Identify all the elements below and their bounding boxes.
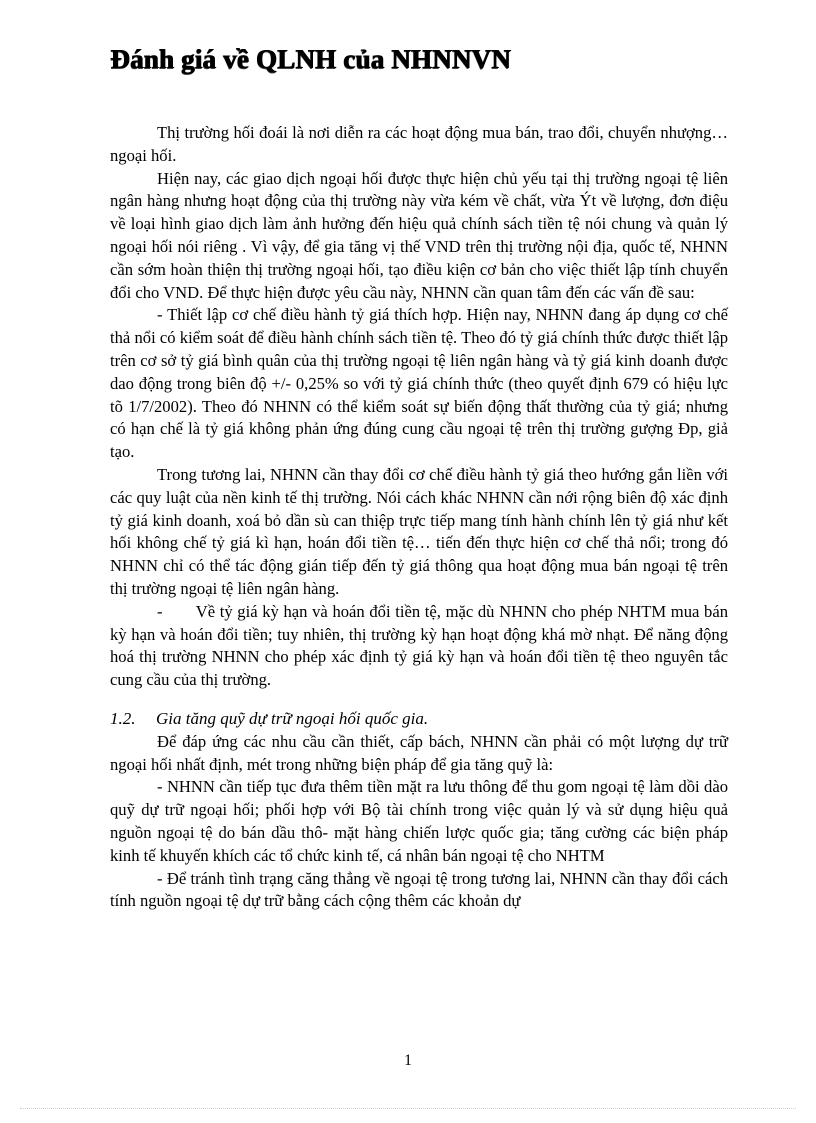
paragraph: - Để tránh tình trạng căng thẳng về ngoại tệ trong tương lai, NHNN cần thay đổi cách tính nguồn ngoại tệ dự trữ bằng cách cộng thêm các khoản dự [110, 868, 728, 911]
page-number: 1 [404, 1052, 412, 1069]
paragraph: - NHNN cần tiếp tục đưa thêm tiền mặt ra lưu thông để thu gom ngoại tệ làm dồi dào quỹ dự trữ ngoại hối; phối hợp với Bộ tài chính trong việc quản lý và sử dụng hiệu quả nguồn ngoại tệ do bán dầu thô- mặt hàng chiến lược quốc gia; tăng cường các biện pháp kinh tế khuyến khích các tổ chức kinh tế, cá nhân bán ngoại tệ cho NHTM [110, 777, 728, 865]
paragraph: - Về tỷ giá kỳ hạn và hoán đổi tiền tệ, mặc dù NHNN cho phép NHTM mua bán kỳ hạn và hoán đổi tiền; tuy nhiên, thị trường kỳ hạn hoạt động khá mờ nhạt. Để năng động hoá thị trường NHNN cho phép xác định tỷ giá kỳ hạn và hoán đổi tiền tệ theo nguyên tắc cung cầu của thị trường. [110, 601, 728, 690]
section-heading [110, 708, 728, 731]
document-body [110, 122, 728, 913]
paragraph: Trong tương lai, NHNN cần thay đổi cơ chế điều hành tỷ giá theo hướng gắn liền với các quy luật của nền kinh tế thị trường. Nói cách khác NHNN cần nới rộng biên độ xác định tỷ giá kinh doanh, xoá bỏ dần sù can thiệp trực tiếp mang tính hành chính lên tỷ giá như kết hối không chế tỷ giá kì hạn, hoán đổi tiền tệ… tiến đến thực hiện cơ chế thả nổi; trong đó NHNN chỉ có thể tác động gián tiếp đến tỷ giá thông qua hoạt động mua bán ngoại tệ trên thị trường ngoại tệ liên ngân hàng. [110, 464, 728, 598]
paragraph: - Thiết lập cơ chế điều hành tỷ giá thích hợp. Hiện nay, NHNN đang áp dụng cơ chế thả nổi có kiểm soát để điều hành chính sách tiền tệ. Theo đó tỷ giá chính thức được thiết lập trên cơ sở tỷ giá bình quân của thị trường ngoại tệ liên ngân hàng và tỷ giá kinh doanh được dao động trong biên độ +/- 0,25% so với tỷ giá chính thức (theo quyết định 679 có hiệu lực tõ 1/7/2002). Theo đó NHNN có thể kiểm soát sự biến động thất thường của tỷ giá; nhưng có hạn chế là tỷ giá không phản ứng đúng cung cầu ngoại tệ trên thị trường gượng Ðp, giả tạo. [110, 305, 728, 462]
paragraph: Thị trường hối đoái là nơi diễn ra các hoạt động mua bán, trao đổi, chuyển nhượng… ngoại hối. [110, 123, 728, 165]
section-title: Gia tăng quỹ dự trữ ngoại hối quốc gia. [156, 708, 429, 728]
section-number: 1.2. [110, 708, 136, 728]
paragraph: Hiện nay, các giao dịch ngoại hối được thực hiện chủ yếu tại thị trường ngoại tệ liên ngân hàng nhưng hoạt động của thị trường này vừa kém về chất, vừa Ýt về lượng, đơn điệu về loại hình giao dịch làm ảnh hưởng đến hiệu quả chính sách tiền tệ nói chung và quản lý ngoại hối nói riêng . Vì vậy, để gia tăng vị thế VND trên thị trường nội địa, quốc tế, NHNN cần sớm hoàn thiện thị trường ngoại hối, tạo điều kiện cơ bản cho việc thiết lập tính chuyển đổi cho VND. Để thực hiện được yêu cầu này, NHNN cần quan tâm đến các vấn đề sau: [110, 168, 728, 302]
paragraph: Để đáp ứng các nhu cầu cần thiết, cấp bách, NHNN cần phải có một lượng dự trữ ngoại hối nhất định, mét trong những biện pháp để gia tăng quỹ là: [110, 731, 728, 774]
page-title: Đánh giá về QLNH của NHNNVN [110, 44, 511, 74]
page-bottom-divider [20, 1108, 796, 1109]
